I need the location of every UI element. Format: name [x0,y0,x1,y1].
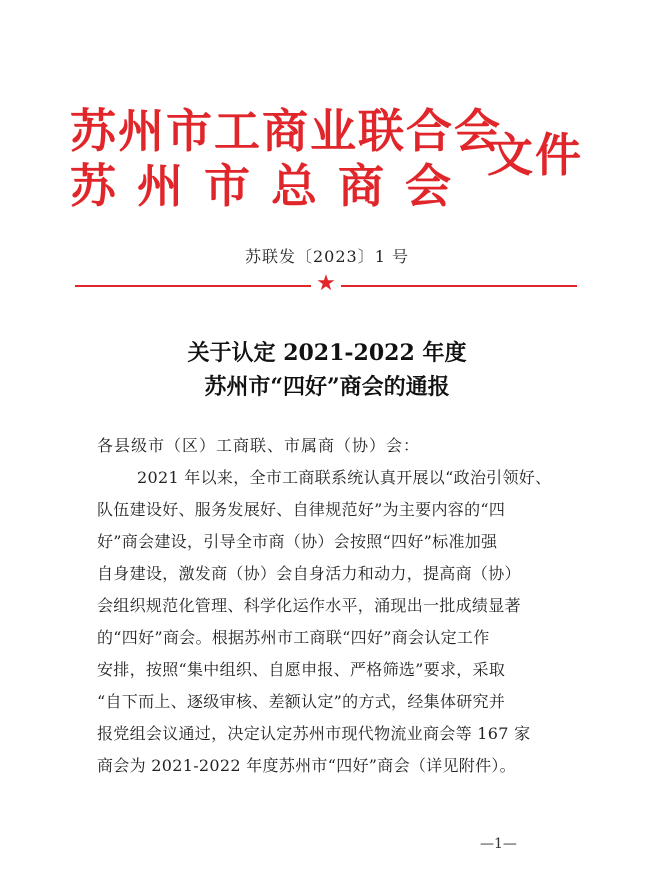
body-line: 商会为 2021-2022 年度苏州市“四好”商会（详见附件）。 [97,756,516,775]
body-line: 安排，按照“集中组织、自愿申报、严格筛选”要求，采取 [97,660,506,679]
body-line: 的“四好”商会。根据苏州市工商联“四好”商会认定工作 [97,628,490,647]
divider-rule-left [75,285,311,287]
body-line: 队伍建设好、服务发展好、自律规范好”为主要内容的“四 [97,500,506,519]
org-name-line-2: 苏州市总商会 [70,159,472,213]
notice-title-line-1: 关于认定 2021-2022 年度 [187,340,467,366]
body-line: 报党组会议通过，决定认定苏州市现代物流业商会等 167 家 [97,724,531,743]
page-number: —1— [480,836,517,852]
document-number: 苏联发〔2023〕1 号 [245,247,409,266]
document-type-label: 文件 [487,128,583,182]
body-line: 好”商会建设，引导全市商（协）会按照“四好”标准加强 [97,532,498,551]
body-line: 自身建设，激发商（协）会自身活力和动力，提高商（协） [97,564,521,583]
body-line: “自下而上、逐级审核、差额认定”的方式，经集体研究并 [97,692,506,711]
body-line: 会组织规范化管理、科学化运作水平，涌现出一批成绩显著 [97,596,521,615]
star-icon: ★ [316,271,336,296]
salutation: 各县级市（区）工商联、市属商（协）会： [97,436,421,455]
red-divider [75,271,577,296]
letterhead [0,0,654,240]
org-name-line-1: 苏州市工商业联合会 [70,104,502,158]
body-line: 2021 年以来，全市工商联系统认真开展以“政治引领好、 [137,468,552,487]
notice-title-line-2: 苏州市“四好”商会的通报 [204,374,450,400]
divider-rule-right [341,285,577,287]
